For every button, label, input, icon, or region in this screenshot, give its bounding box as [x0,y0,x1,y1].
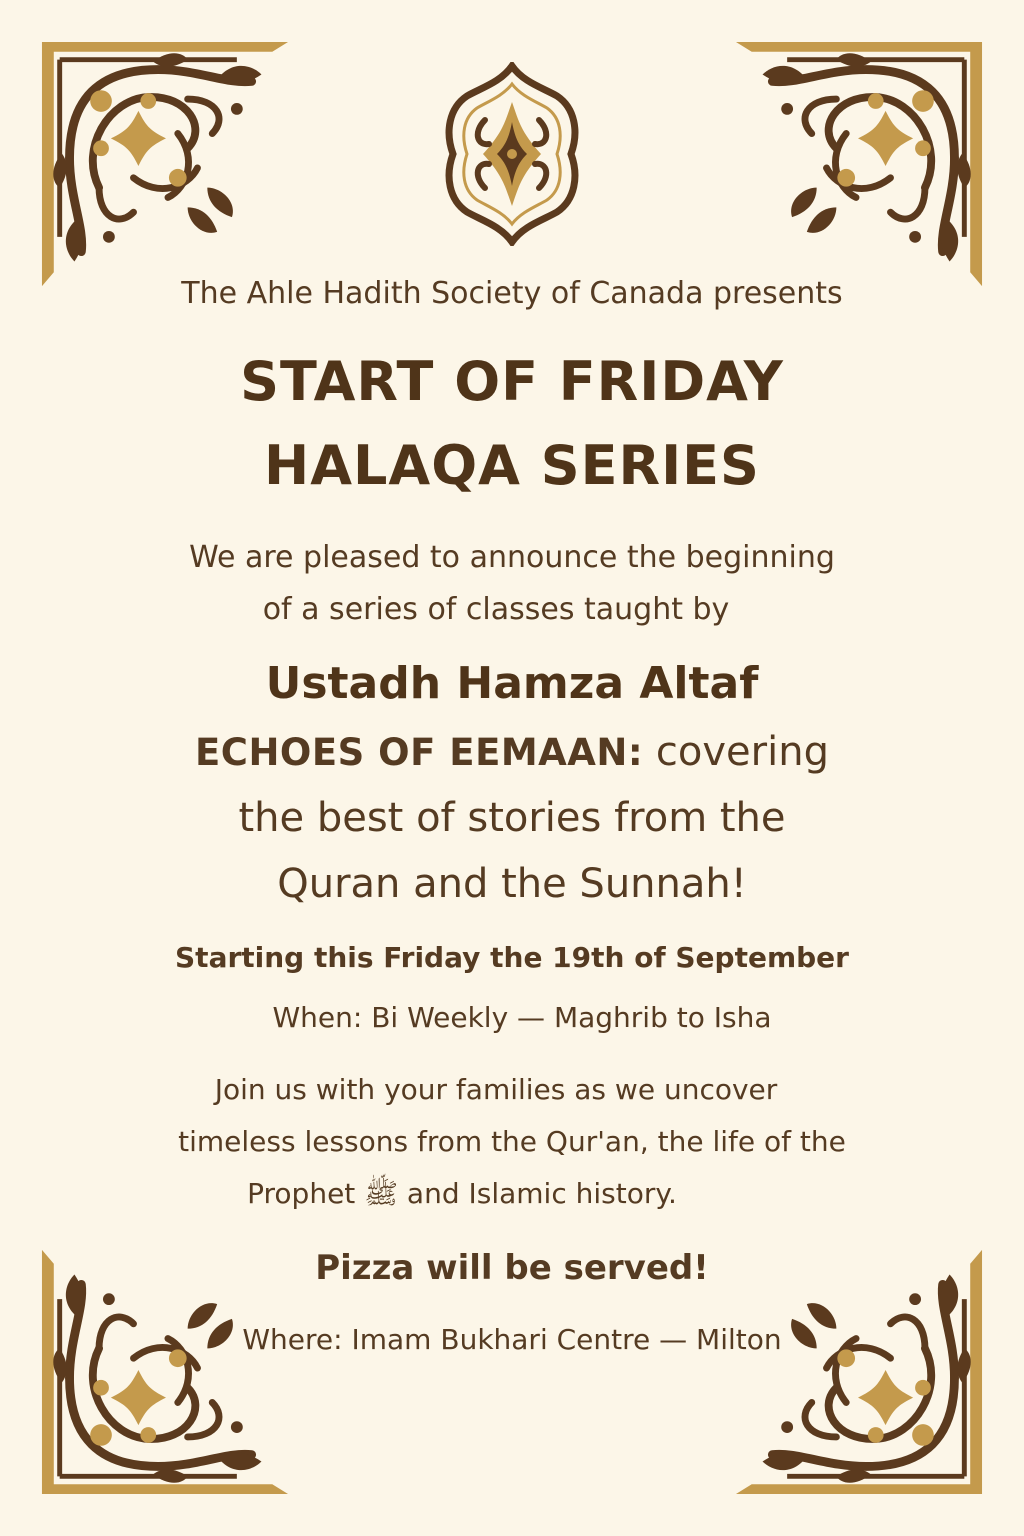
topic-line-3: Quran and the Sunnah! [277,861,747,907]
salawat-glyph: ﷺ [364,1177,399,1210]
intro-line-2: of a series of classes taught by [262,592,730,627]
intro-line-1: We are pleased to announce the beginning [189,540,835,575]
venue-line: Where: Imam Bukhari Centre — Milton [242,1323,782,1356]
teacher-name: Ustadh Hamza Altaf [265,658,759,709]
title-line-2: HALAQA SERIES [264,434,760,497]
pizza-note: Pizza will be served! [315,1248,709,1288]
topic-line-1 [0,726,1024,779]
title-line-1: START OF FRIDAY [240,350,784,413]
topic-line-1-rest: covering [643,729,829,775]
topic-line-2: the best of stories from the [238,795,786,841]
medallion-ornament-icon [443,62,581,246]
join-line-1: Join us with your families as we uncover [214,1073,778,1106]
topic-name: ECHOES OF EEMAAN: [195,731,644,774]
schedule-line: When: Bi Weekly — Maghrib to Isha [272,1001,772,1034]
join-line-2: timeless lessons from the Qur'an, the life of the [178,1125,846,1158]
join-line-3 [0,1174,974,1214]
corner-ornament-icon [40,40,290,290]
join-line-3-a: Prophet [247,1177,365,1210]
join-line-3-b: and Islamic history. [398,1177,677,1210]
corner-ornament-icon [734,40,984,290]
start-date: Starting this Friday the 19th of September [175,941,849,974]
presenter-line: The Ahle Hadith Society of Canada presents [181,276,843,311]
